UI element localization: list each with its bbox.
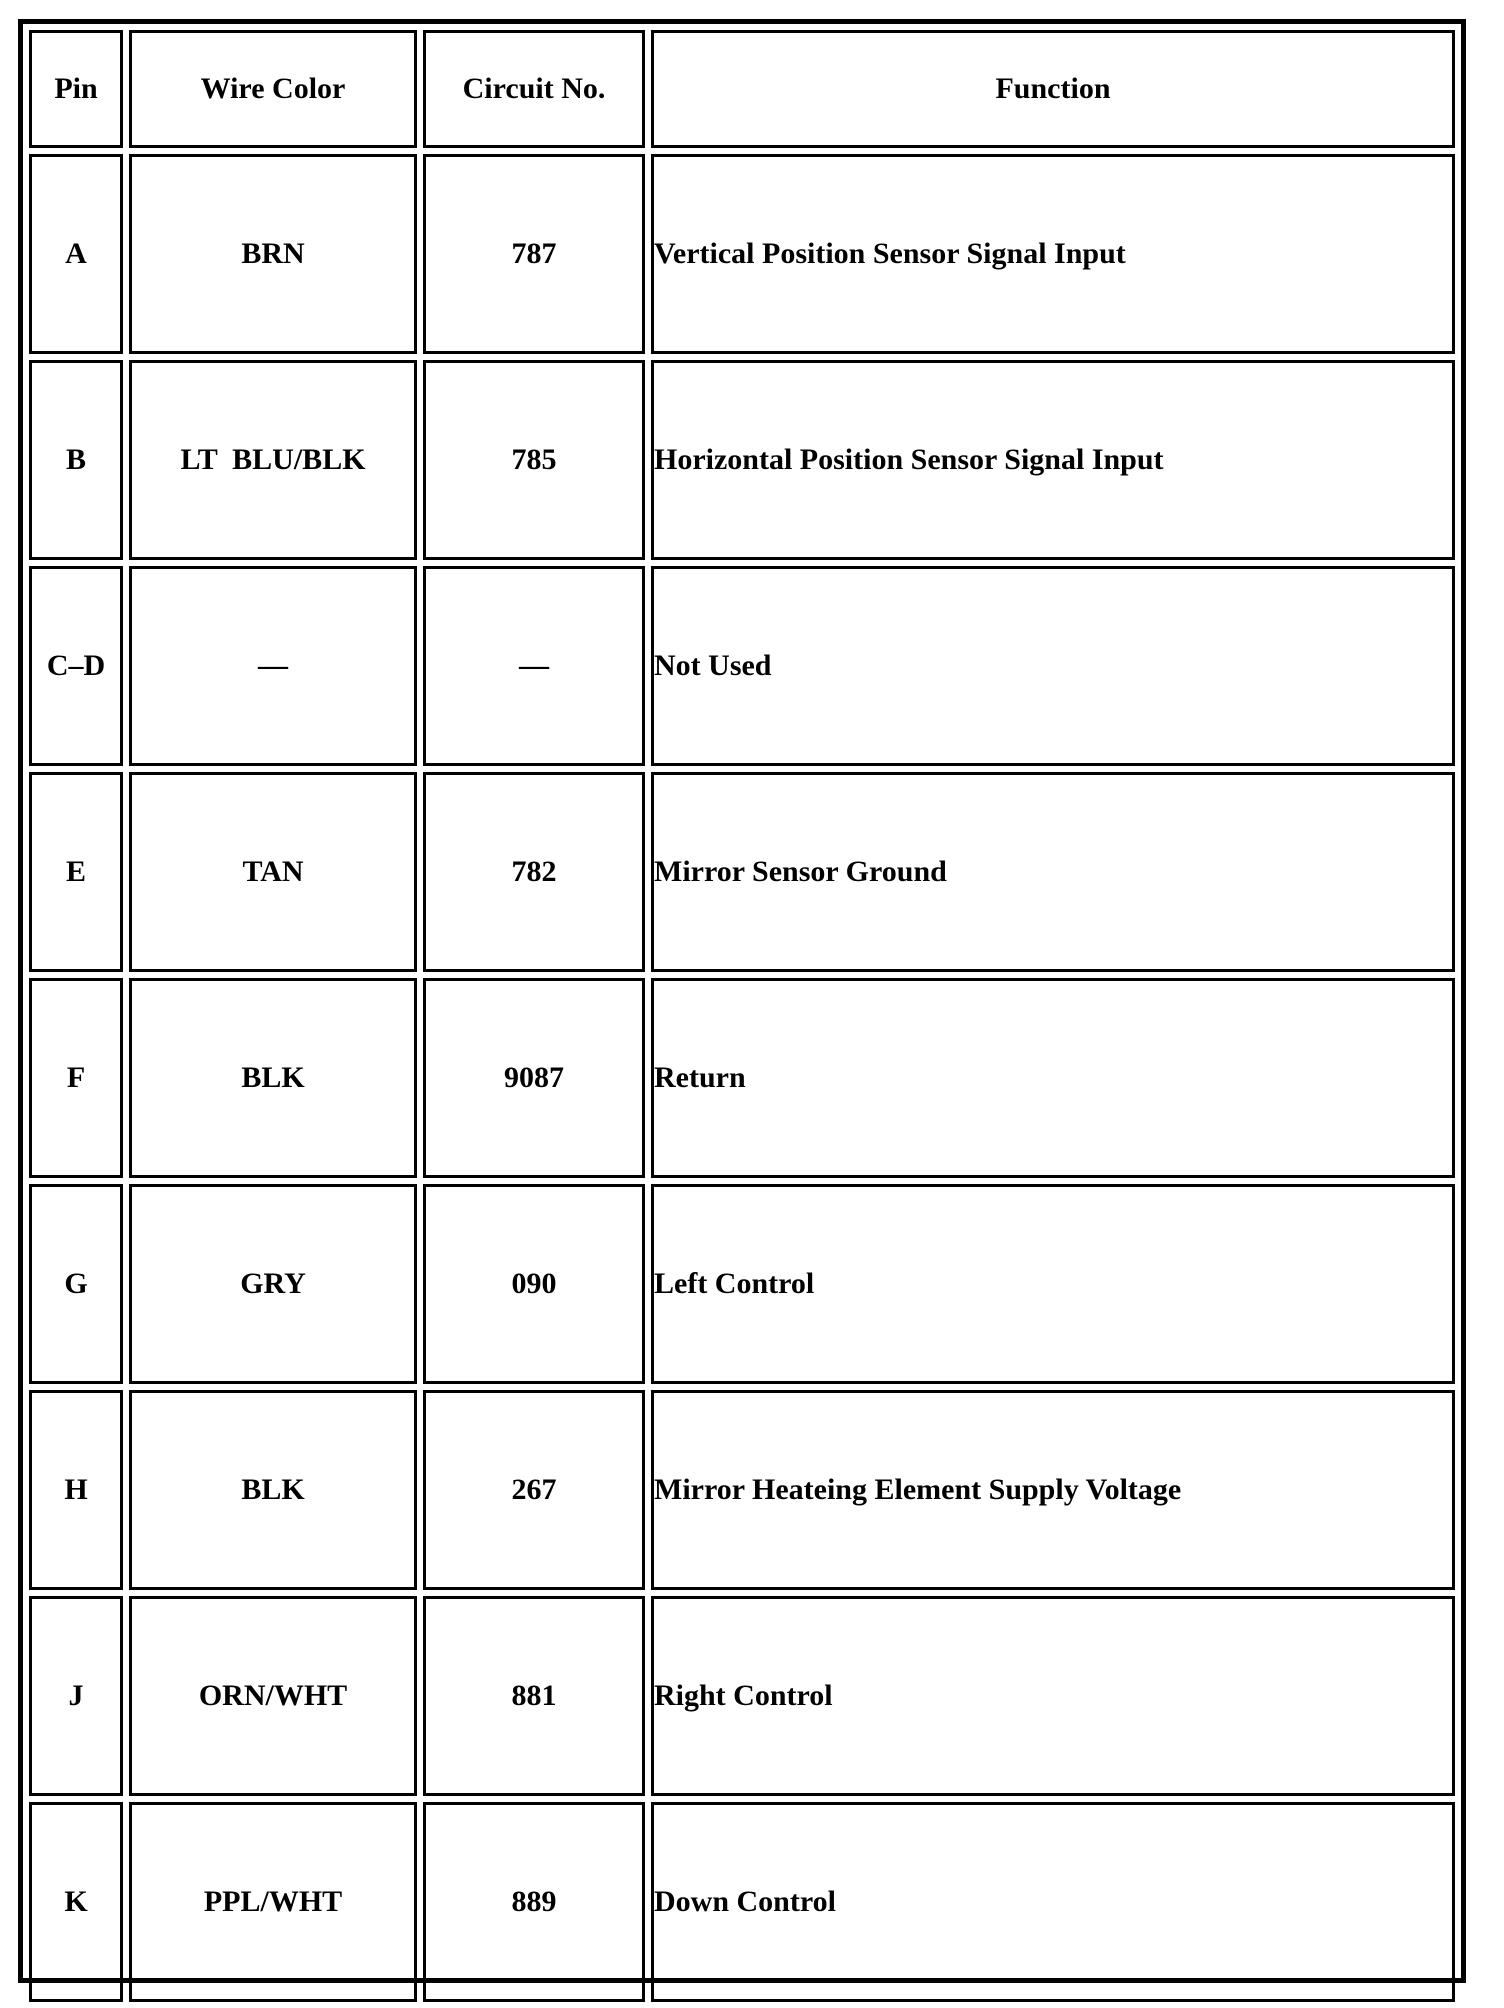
cell-function: Left Control [651,1184,1455,1384]
cell-circuit-no: 881 [423,1596,645,1796]
cell-pin: B [29,360,123,560]
cell-wire-color: GRY [129,1184,417,1384]
cell-pin: A [29,154,123,354]
cell-pin: K [29,1802,123,2002]
cell-circuit-no: 9087 [423,978,645,1178]
table-row [29,360,1455,560]
cell-function: Down Control [651,1802,1455,2002]
cell-wire-color: PPL/WHT [129,1802,417,2002]
cell-wire-color: BRN [129,154,417,354]
table-row [29,1184,1455,1384]
cell-circuit-no: — [423,566,645,766]
cell-pin: H [29,1390,123,1590]
cell-circuit-no: 267 [423,1390,645,1590]
cell-circuit-no: 785 [423,360,645,560]
cell-function: Mirror Heateing Element Supply Voltage [651,1390,1455,1590]
table-row [29,154,1455,354]
cell-function: Vertical Position Sensor Signal Input [651,154,1455,354]
cell-wire-color: BLK [129,1390,417,1590]
header-circuit-no: Circuit No. [423,30,645,148]
cell-function: Right Control [651,1596,1455,1796]
cell-wire-color: BLK [129,978,417,1178]
cell-function: Not Used [651,566,1455,766]
table-row [29,978,1455,1178]
table-row [29,772,1455,972]
table-row [29,1390,1455,1590]
cell-wire-color: — [129,566,417,766]
header-wire-color: Wire Color [129,30,417,148]
connector-pinout-table-frame [18,19,1466,1983]
cell-pin: G [29,1184,123,1384]
table-row [29,1596,1455,1796]
cell-pin: J [29,1596,123,1796]
cell-wire-color: TAN [129,772,417,972]
cell-wire-color: LT BLU/BLK [129,360,417,560]
header-function: Function [651,30,1455,148]
cell-pin: F [29,978,123,1178]
connector-pinout-table [23,24,1461,2008]
cell-function: Return [651,978,1455,1178]
cell-function: Horizontal Position Sensor Signal Input [651,360,1455,560]
cell-circuit-no: 090 [423,1184,645,1384]
table-row [29,1802,1455,2002]
cell-pin: C–D [29,566,123,766]
cell-pin: E [29,772,123,972]
cell-circuit-no: 787 [423,154,645,354]
header-row [29,30,1455,148]
table-row [29,566,1455,766]
cell-circuit-no: 782 [423,772,645,972]
cell-circuit-no: 889 [423,1802,645,2002]
cell-function: Mirror Sensor Ground [651,772,1455,972]
header-pin: Pin [29,30,123,148]
cell-wire-color: ORN/WHT [129,1596,417,1796]
